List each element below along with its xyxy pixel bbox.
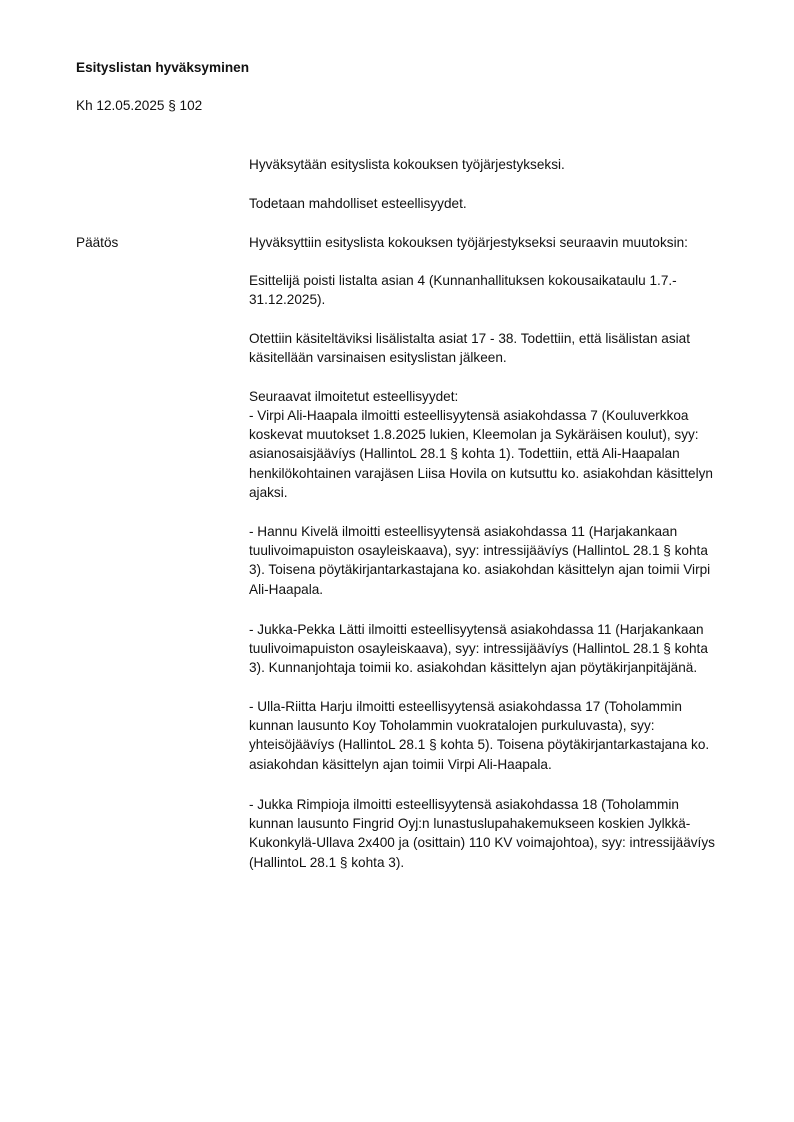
decision-label: Päätös (76, 235, 119, 250)
document-title: Esityslistan hyväksyminen (76, 60, 250, 75)
proposal-line-1: Hyväksytään esityslista kokouksen työjärjestykseksi. (249, 157, 565, 172)
conflicts-heading: Seuraavat ilmoitetut esteellisyydet: (249, 389, 459, 404)
conflict-item-5: - Jukka Rimpioja ilmoitti esteellisyytensä asiakohdassa 18 (Toholammin kunnan lausunto Fingrid Oyj:n lunastuslupahakemukseen koskien Jylkkä- Kukonkylä-Ullava 2x400 ja (osittain) 110 KV voimajohtoa), syy: intressijäävíys (HallintoL 28.1 § kohta 3). (249, 797, 715, 870)
conflict-item-4: - Ulla-Riitta Harju ilmoitti esteellisyytensä asiakohdassa 17 (Toholammin kunnan lausunto Koy Toholammin vuokratalojen purkuluvasta), syy: yhteisöjäävíys (HallintoL 28.1 § kohta 5). Toisena pöytäkirjantarkastajana ko. asiakohdan käsittelyn ajan toimii Virpi Ali-Haapala. (249, 699, 710, 772)
conflict-item-1: - Virpi Ali-Haapala ilmoitti esteellisyytensä asiakohdassa 7 (Kouluverkkoa koskevat muutokset 1.8.2025 lukien, Kleemolan ja Sykäräisen koulut), syy: asianosaisjäävíys (HallintoL 28.1 § kohta 1). Todettiin, että Ali-Haapalan henkilökohtainen varajäsen Liisa Hovila on kutsuttu ko. asiakohdan käsittelyn ajaksi. (249, 408, 713, 500)
decision-removal: Esittelijä poisti listalta asian 4 (Kunnanhallituksen kokousaikataulu 1.7.- 31.12.2025). (249, 273, 677, 308)
conflict-item-3: - Jukka-Pekka Lätti ilmoitti esteellisyytensä asiakohdassa 11 (Harjakankaan tuulivoimapuiston osayleiskaava), syy: intressijäävíys (HallintoL 28.1 § kohta 3). Kunnanjohtaja toimii ko. asiakohdan käsittelyn ajan pöytäkirjanpitäjänä. (249, 622, 708, 676)
decision-additional-items: Otettiin käsiteltäviksi lisälistalta asiat 17 - 38. Todettiin, että lisälistan asiat käsitellään varsinaisen esityslistan jälkeen. (249, 331, 690, 366)
meeting-reference: Kh 12.05.2025 § 102 (76, 98, 203, 113)
decision-intro: Hyväksyttiin esityslista kokouksen työjärjestykseksi seuraavin muutoksin: (249, 235, 688, 250)
conflict-item-2: - Hannu Kivelä ilmoitti esteellisyytensä asiakohdassa 11 (Harjakankaan tuulivoimapuiston osayleiskaava), syy: intressijäävíys (HallintoL 28.1 § kohta 3). Toisena pöytäkirjantarkastajana ko. asiakohdan käsittelyn ajan toimii Virpi Ali-Haapala. (249, 524, 711, 597)
proposal-line-2: Todetaan mahdolliset esteellisyydet. (249, 196, 467, 211)
